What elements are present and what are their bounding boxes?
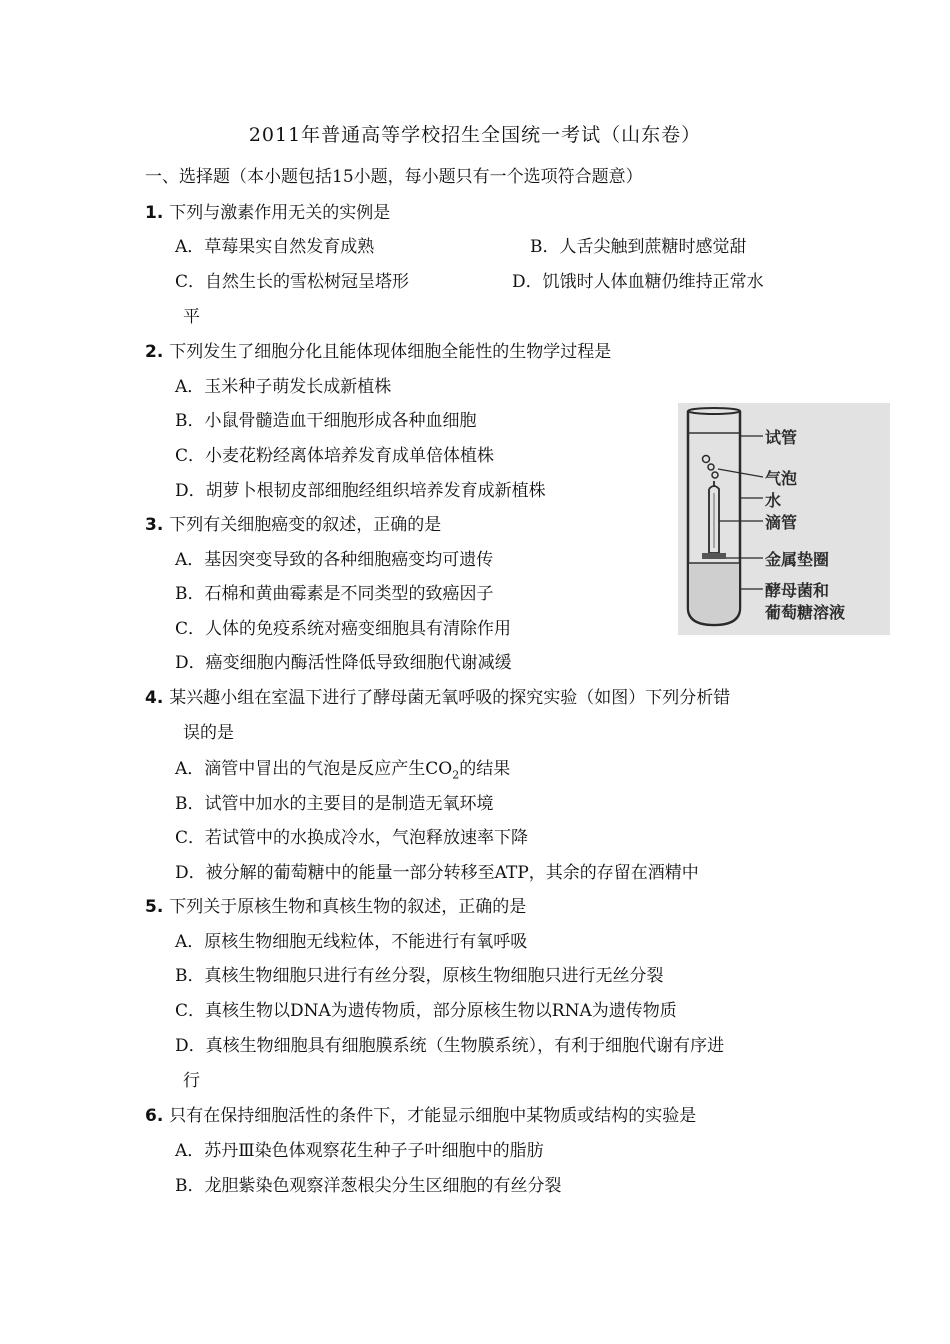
q5-option-c: C．真核生物以DNA为遗传物质，部分原核生物以RNA为遗传物质 [175,1001,677,1021]
yeast-experiment-figure [678,403,890,635]
question-number: 2. [145,342,164,362]
q6-option-b: B．龙胆紫染色观察洋葱根尖分生区细胞的有丝分裂 [175,1176,562,1196]
question-stem: 某兴趣小组在室温下进行了酵母菌无氧呼吸的探究实验（如图）下列分析错 [169,688,731,708]
metal-washer [702,553,726,559]
q1-option-a: A．草莓果实自然发育成熟 [175,237,375,257]
section-heading: 一、选择题（本小题包括15小题，每小题只有一个选项符合题意） [145,167,643,187]
question-2 [145,337,611,362]
question-stem: 下列有关细胞癌变的叙述，正确的是 [169,515,442,535]
page-title: 2011年普通高等学校招生全国统一考试（山东卷） [248,124,702,146]
question-number: 1. [145,203,164,223]
q3-option-a: A．基因突变导致的各种细胞癌变均可遗传 [175,550,494,570]
q4-option-a-text-end: 的结果 [459,759,511,779]
q1-option-d: D．饥饿时人体血糖仍维持正常水 [512,272,764,292]
q5-option-d-continuation: 行 [183,1071,200,1091]
q6-option-a: A．苏丹Ⅲ染色体观察花生种子子叶细胞中的脂肪 [175,1141,544,1161]
q2-option-c: C．小麦花粉经离体培养发育成单倍体植株 [175,446,495,466]
question-stem: 下列关于原核生物和真核生物的叙述，正确的是 [169,897,527,917]
question-4 [145,683,730,708]
q4-option-c: C．若试管中的水换成冷水，气泡释放速率下降 [175,828,529,848]
question-5 [145,892,526,917]
question-number: 3. [145,515,164,535]
q1-option-d-continuation: 平 [183,307,200,327]
q3-option-c: C．人体的免疫系统对癌变细胞具有清除作用 [175,619,512,639]
q4-option-a [175,754,510,781]
q3-option-b: B．石棉和黄曲霉素是不同类型的致癌因子 [175,584,494,604]
question-number: 4. [145,688,164,708]
label-glucose-solution: 葡萄糖溶液 [765,603,846,622]
q2-option-b: B．小鼠骨髓造血干细胞形成各种血细胞 [175,411,477,431]
q1-option-b: B．人舌尖触到蔗糖时感觉甜 [530,237,747,257]
label-test-tube: 试管 [765,428,798,447]
label-bubble: 气泡 [765,469,798,488]
bubble [703,456,710,463]
label-metal-washer: 金属垫圈 [765,550,830,569]
q5-option-b: B．真核生物细胞只进行有丝分裂，原核生物细胞只进行无丝分裂 [175,966,664,986]
q2-option-d: D．胡萝卜根韧皮部细胞经组织培养发育成新植株 [175,481,546,501]
q4-option-a-text: A．滴管中冒出的气泡是反应产生CO [175,759,453,779]
q4-option-b: B．试管中加水的主要目的是制造无氧环境 [175,794,494,814]
bubble [712,472,718,478]
label-water: 水 [765,491,782,510]
q2-option-a: A．玉米种子萌发长成新植株 [175,377,392,397]
question-stem: 只有在保持细胞活性的条件下，才能显示细胞中某物质或结构的实验是 [169,1106,697,1126]
q1-option-c: C．自然生长的雪松树冠呈塔形 [175,272,410,292]
question-number: 6. [145,1106,164,1126]
bubble [708,464,714,470]
label-yeast: 酵母菌和 [765,581,830,600]
question-6 [145,1101,696,1126]
yeast-glucose-solution [689,563,739,623]
subscript: 2 [452,768,460,782]
question-3 [145,510,441,535]
q3-option-d: D．癌变细胞内酶活性降低导致细胞代谢减缓 [175,653,512,673]
question-1 [145,198,390,223]
label-dropper: 滴管 [765,513,798,532]
q4-option-d: D．被分解的葡萄糖中的能量一部分转移至ATP，其余的存留在酒精中 [175,863,699,883]
q5-option-d: D．真核生物细胞具有细胞膜系统（生物膜系统），有利于细胞代谢有序进 [175,1036,725,1056]
question-stem: 下列与激素作用无关的实例是 [169,203,391,223]
test-tube-rim [688,408,740,414]
q4-stem-continuation: 误的是 [183,723,234,743]
question-stem: 下列发生了细胞分化且能体现体细胞全能性的生物学过程是 [169,342,612,362]
q5-option-a: A．原核生物细胞无线粒体，不能进行有氧呼吸 [175,932,528,952]
question-number: 5. [145,897,164,917]
